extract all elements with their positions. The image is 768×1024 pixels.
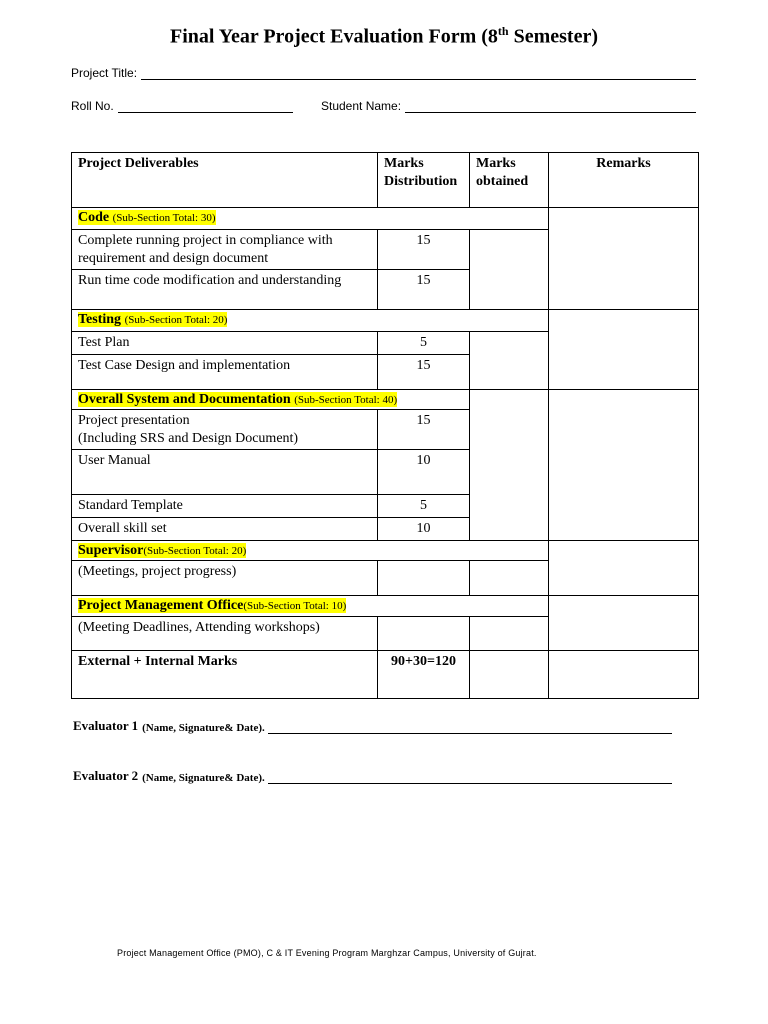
marks-obtained-supervisor[interactable] xyxy=(470,561,549,596)
page-footer: Project Management Office (PMO), C & IT Evening Program Marghzar Campus, University of Gujrat. xyxy=(117,948,537,958)
section-overall-row xyxy=(72,389,699,410)
remarks-testing[interactable] xyxy=(549,310,699,390)
marks-distribution: 10 xyxy=(378,450,470,495)
form-title: Final Year Project Evaluation Form (8th Semester) xyxy=(170,24,598,48)
evaluation-table xyxy=(71,152,699,699)
deliverable-text: Run time code modification and understanding xyxy=(72,270,378,310)
marks-obtained-testing[interactable] xyxy=(470,332,549,390)
remarks-pmo[interactable] xyxy=(549,596,699,651)
student-name-field[interactable] xyxy=(321,99,696,113)
col-remarks: Remarks xyxy=(549,153,699,208)
table-header-row xyxy=(72,153,699,208)
deliverable-text: User Manual xyxy=(72,450,378,495)
section-code-row xyxy=(72,208,699,230)
section-testing-title: Testing (Sub-Section Total: 20) xyxy=(72,310,549,332)
marks-distribution: 5 xyxy=(378,332,470,355)
marks-distribution: 15 xyxy=(378,354,470,389)
remarks-overall[interactable] xyxy=(549,389,699,540)
total-marks: 90+30=120 xyxy=(378,650,470,698)
section-supervisor-title: Supervisor(Sub-Section Total: 20) xyxy=(72,540,549,561)
deliverable-text: Test Case Design and implementation xyxy=(72,354,378,389)
deliverable-text: Complete running project in compliance with requirement and design document xyxy=(72,230,378,270)
remarks-supervisor[interactable] xyxy=(549,540,699,596)
evaluator-1-field[interactable] xyxy=(73,718,672,734)
section-code-title: Code (Sub-Section Total: 30) xyxy=(72,208,549,230)
roll-no-label: Roll No. xyxy=(71,99,114,113)
external-internal-label: External + Internal Marks xyxy=(72,650,378,698)
marks-distribution: 10 xyxy=(378,518,470,541)
deliverable-text: (Meeting Deadlines, Attending workshops) xyxy=(72,616,378,650)
evaluator-2-blank[interactable] xyxy=(268,771,672,784)
col-marks-obtained: Marks obtained xyxy=(470,153,549,208)
marks-obtained-overall[interactable] xyxy=(470,389,549,540)
marks-obtained-total[interactable] xyxy=(470,650,549,698)
evaluator-1-detail: (Name, Signature& Date). xyxy=(142,722,265,734)
marks-obtained-pmo[interactable] xyxy=(470,616,549,650)
deliverable-text: Standard Template xyxy=(72,495,378,518)
student-name-blank[interactable] xyxy=(405,100,696,113)
marks-distribution: 5 xyxy=(378,495,470,518)
project-title-blank[interactable] xyxy=(141,67,696,80)
total-row xyxy=(72,650,699,698)
evaluator-1-label: Evaluator 1 xyxy=(73,718,139,733)
deliverable-text: Overall skill set xyxy=(72,518,378,541)
col-deliverables: Project Deliverables xyxy=(72,153,378,208)
marks-distribution: 15 xyxy=(378,230,470,270)
section-overall-title: Overall System and Documentation (Sub-Section Total: 40) xyxy=(72,389,470,410)
deliverable-text: Project presentation (Including SRS and Design Document) xyxy=(72,410,378,450)
evaluator-2-detail: (Name, Signature& Date). xyxy=(142,772,265,784)
remarks-total[interactable] xyxy=(549,650,699,698)
section-testing-row xyxy=(72,310,699,332)
evaluator-2-label: Evaluator 2 xyxy=(73,768,139,783)
marks-distribution xyxy=(378,616,470,650)
deliverable-text: (Meetings, project progress) xyxy=(72,561,378,596)
remarks-code[interactable] xyxy=(549,208,699,310)
section-supervisor-row xyxy=(72,540,699,561)
project-title-field[interactable] xyxy=(71,66,696,80)
roll-no-blank[interactable] xyxy=(118,100,293,113)
evaluator-2-field[interactable] xyxy=(73,768,672,784)
evaluator-1-blank[interactable] xyxy=(268,721,672,734)
marks-distribution: 15 xyxy=(378,410,470,450)
deliverable-text: Test Plan xyxy=(72,332,378,355)
marks-obtained-code[interactable] xyxy=(470,230,549,310)
marks-distribution xyxy=(378,561,470,596)
roll-no-field[interactable] xyxy=(71,99,293,113)
section-pmo-row xyxy=(72,596,699,617)
project-title-label: Project Title: xyxy=(71,66,138,80)
student-name-label: Student Name: xyxy=(321,99,402,113)
section-pmo-title: Project Management Office(Sub-Section Total: 10) xyxy=(72,596,549,617)
col-marks-distribution: Marks Distribution xyxy=(378,153,470,208)
marks-distribution: 15 xyxy=(378,270,470,310)
